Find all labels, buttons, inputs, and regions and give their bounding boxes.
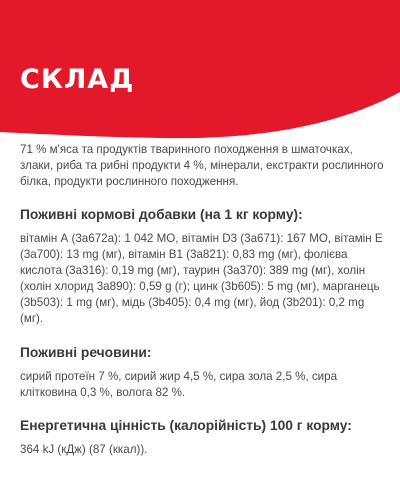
nutrients-text: сирий протеїн 7 %, сирий жир 4,5 %, сира зола 2,5 %, сира клітковина 0,3 %, волога 82 %. [20,370,338,399]
content [20,142,385,458]
nutrients-heading: Поживні речовини: [20,345,152,360]
energy-text: 364 kJ (кДж) (87 (ккал)). [20,443,148,456]
page-title: СКЛАД [20,64,135,95]
additives-heading: Поживні кормові добавки (на 1 кг корму): [20,207,303,222]
additives-text: вітамін А (3a672a): 1 042 МО, вітамін D3 (3a671): 167 МО, вітамін Е (3a700): 13 mg (мг), вітамін В1 (3a821): 0,83 mg (мг), фолієва кислота (3a316): 0,19 mg (мг), таурин (3a370): 389 mg (мг), холін (холін хлорид 3a890): 0,59 g (г); цинк (3b605): 5 mg (мг), марганець (3b503): 1 mg (мг), мідь (3b405): 0,4 mg (мг), йод (3b201): 0,2 mg (мг). [20,232,383,325]
composition-text: 71 % м'яса та продуктів тваринного походження в шматочках, злаки, риба та рибні продукти 4 %, мінерали, екстракти рослинного білка, продукти рослинного походження. [20,143,384,188]
energy-heading: Енергетична цінність (калорійність) 100 г корму: [20,418,352,433]
